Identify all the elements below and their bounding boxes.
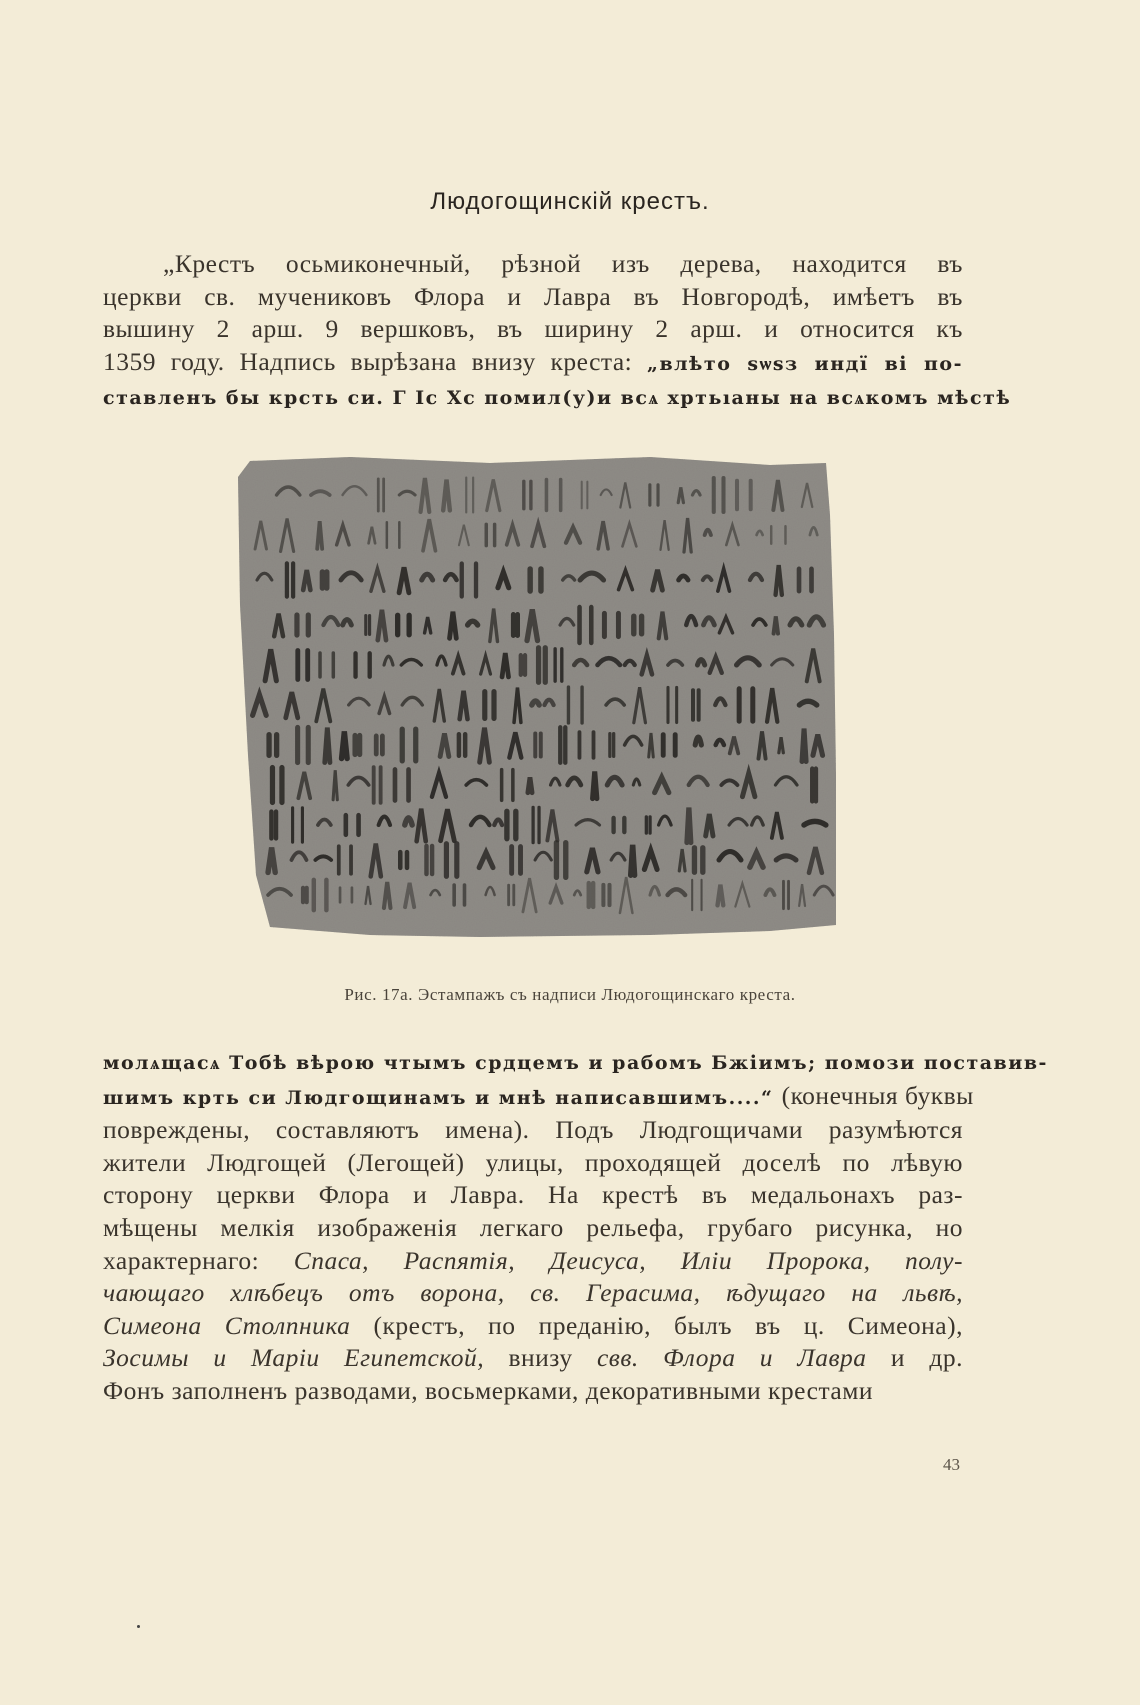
inscription-stroke [355, 735, 360, 754]
old-slavonic-text: ставленъ бы крсть си. Г Іс Хс помил(у)и всѧ хртьıаны на всѧкомъ мѣстѣ [103, 387, 1012, 410]
inscription-stroke [513, 614, 517, 635]
estampage-figure [230, 455, 840, 955]
old-slavonic-text: „влѣто ѕѡѕз индї ві по- [647, 352, 963, 375]
page-title: Людогощинскій крестъ. [430, 188, 710, 215]
text-line [103, 1375, 963, 1408]
inscription-stroke [812, 769, 816, 802]
text-run: Фонъ заполненъ разводами, восьмерками, декоративными крестами [103, 1375, 873, 1405]
text-run: церкви св. мучениковъ Флора и Лавра въ Новгородѣ, имѣетъ въ [103, 281, 963, 311]
text-run: сторону церкви Флора и Лавра. На крестѣ въ медальонахъ раз- [103, 1180, 963, 1210]
text-run: внизу [508, 1343, 597, 1373]
text-run: вышину 2 арш. 9 вершковъ, въ ширину 2 арш. и относится къ [103, 314, 963, 344]
inscription-stroke [631, 845, 635, 875]
page-number: 43 [943, 1455, 960, 1474]
text-run: жители Людгощей (Легощей) улицы, проходящей доселѣ по лѣвую [103, 1147, 963, 1177]
text-run: характернаго: [103, 1245, 294, 1275]
inscription-stroke [322, 572, 326, 588]
inscription-stroke [342, 731, 348, 758]
text-line [103, 1179, 963, 1212]
text-line [103, 380, 1012, 415]
speck-mark [137, 1625, 140, 1628]
paragraph-2 [103, 1045, 1048, 1408]
text-line [103, 1277, 963, 1310]
text-line [103, 1342, 963, 1375]
text-line [103, 281, 963, 314]
text-run: „Крестъ осьмиконечный, рѣзной изъ дерева, находится въ [163, 249, 963, 278]
italic-text: свв. Флора и Лавра [596, 1343, 891, 1373]
text-line [103, 1212, 963, 1245]
text-run: (конечныя буквы [781, 1080, 974, 1110]
inscription-stroke [325, 728, 330, 763]
text-line [103, 248, 963, 281]
inscription-stroke [593, 771, 597, 798]
italic-text: чающаго хлѣбецъ отъ ворона, св. Герасима, ѣдущаго на львѣ, [103, 1278, 963, 1308]
figure-caption: Рис. 17а. Эстампажъ съ надписи Людогощинскаго креста. [344, 985, 796, 1004]
text-run: (крестъ, по преданію, былъ въ ц. Симеона), [373, 1310, 963, 1340]
italic-text: Симеона Столпника [103, 1310, 374, 1340]
inscription-stroke [521, 655, 525, 675]
text-line [103, 1310, 963, 1343]
inscription-stroke [774, 616, 778, 633]
text-line [103, 1045, 1048, 1080]
text-run: повреждены, составляютъ имена). Подъ Людгощичами разумѣются [103, 1115, 963, 1145]
paragraph-1 [103, 248, 1012, 415]
inscription-stroke [528, 777, 532, 792]
inscription-stroke [802, 729, 806, 762]
inscription-stroke [687, 808, 691, 843]
text-line [103, 1114, 963, 1147]
text-run: мѣщены мелкія изображенія легкаго рельефа, грубаго рисунка, но [103, 1212, 963, 1242]
old-slavonic-text: шимъ крть си Людгощинамъ и мнѣ написавшимъ....“ [103, 1086, 782, 1109]
text-line [103, 1147, 963, 1180]
italic-text: Спаса, Распятія, Деисуса, Иліи Пророка, полу- [293, 1245, 963, 1275]
inscription-stroke [303, 888, 307, 902]
text-run: 1359 году. Надпись вырѣзана внизу креста: [103, 346, 648, 376]
text-line [103, 313, 963, 346]
italic-text: Зосимы и Маріи Египетской, [103, 1343, 509, 1373]
old-slavonic-text: молѧщасѧ Тобѣ вѣрою чтымъ срдцемъ и рабомъ Бжіимъ; помози поставив- [103, 1052, 1048, 1074]
text-line [103, 1080, 974, 1115]
text-run: и др. [890, 1343, 963, 1373]
text-line [103, 1245, 963, 1278]
text-line [103, 346, 963, 381]
